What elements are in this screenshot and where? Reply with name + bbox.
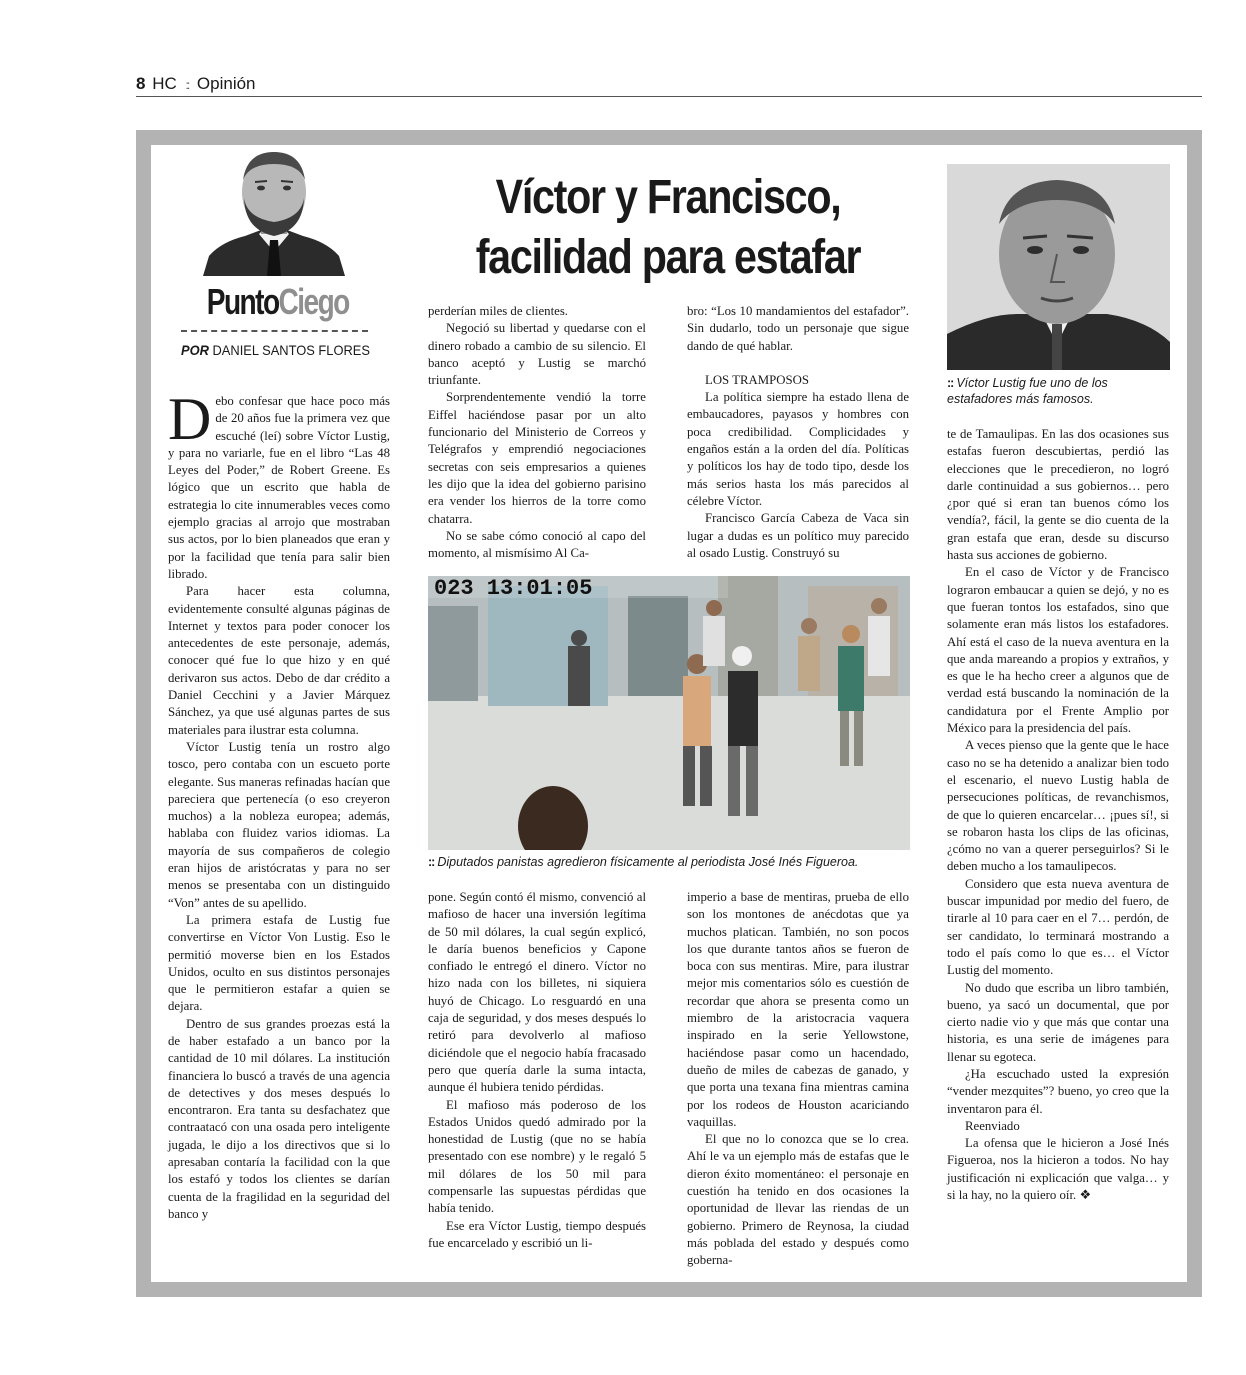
headline xyxy=(418,168,918,288)
paragraph: La política siempre ha estado llena de embaucadores, payasos y hombres con poca credibilidad. Complicidades y engaños están a la orden del día. Políticas y políticos los hay de todo tipo, desde los más serios hasta los más parecidos al célebre Víctor. xyxy=(687,390,909,508)
main-photo-caption xyxy=(428,854,910,870)
paragraph: te de Tamaulipas. En las dos ocasiones sus estafas fueron descubiertas, perdió las elecciones que le precedieron, no logró darle continuidad a sus gobiernos… pero ¿por qué si eran tan buenos cómo los vendía?, fácil, la gente se dio cuenta de la gran estafa que eran, desde su discurso hasta sus acciones de gobierno. xyxy=(947,427,1169,563)
paragraph: Sorprendentemente vendió la torre Eiffel haciéndose pasar por un alto funcionario del Ministerio de Correos y Telégrafos y emprendió negociaciones secretas con seis empresarios a quienes les dijo que la idea del gobierno parisino era vender los hierros de la torre como chatarra. xyxy=(428,390,646,526)
paragraph: Para hacer esta columna, evidentemente consulté algunas páginas de Internet y textos para poder conocer los antecedentes de este personaje, además, conocer qué fue lo que hizo y en qué derivaron sus actos. Debo de dar crédito a Daniel Cecchini y a Javier Márquez Sánchez, ya que usé algunas partes de sus materiales para ilustrar esta columna. xyxy=(168,584,390,737)
section-subhead: LOS TRAMPOSOS xyxy=(705,372,809,387)
article-column-3-bottom xyxy=(687,889,909,1270)
timestamp-overlay: 023 13:01:05 xyxy=(434,576,593,601)
paragraph: A veces pienso que la gente que le hace caso no se ha detenido a analizar bien todo el escenario, el nuevo Lustig habla de persecuciones políticas, de revanchismos, de que lo quieren encarcelar… ¡pues sí!, si se robaron hasta los clips de las oficinas, ¿cómo no van a querer perseguirlos? Si le deben mucho a los tamaulipecos. xyxy=(947,738,1169,874)
paragraph: Negoció su libertad y quedarse con el dinero robado a cambio de su silencio. El banco aceptó y Lustig se marchó triunfante. xyxy=(428,321,646,388)
paragraph: Ese era Víctor Lustig, tiempo después fue encarcelado y escribió un li- xyxy=(428,1218,646,1250)
caption-marker: :: xyxy=(428,855,435,869)
publication-name: HC xyxy=(152,74,177,93)
paragraph: No dudo que escriba un libro también, bueno, ya sacó un documental, que por cierto nadie vio y que más que contar una historia, es una serie de imágenes para llenar su egoteca. xyxy=(947,980,1169,1064)
paragraph: bro: “Los 10 mandamientos del estafador”. Sin dudarlo, todo un personaje que sigue dando de qué hablar. xyxy=(687,304,909,353)
paragraph-text: La ofensa que le hicieron a José Inés Figueroa, nos la hicieron a todos. No hay justificación ni explicación que valga… y si la hay, no la quiero oír. xyxy=(947,1136,1169,1203)
paragraph: Francisco García Cabeza de Vaca sin lugar a dudas es un político muy parecido al osado Lustig. Construyó su xyxy=(687,511,909,560)
header-separator: :: xyxy=(185,78,189,92)
caption-text: Diputados panistas agredieron físicamente al periodista José Inés Figueroa. xyxy=(437,855,859,869)
paragraph-text: ebo confesar que hace poco más de 20 años fue la primera vez que escuché (leí) sobre Víctor Lustig, y para no variarle, fue en el libro “Las 48 Leyes del Poder,” de Robert Greene. Es lógico que un escrito que habla de estrategia lo cite innumerables veces como ejemplo gracias al arrojo que mostraban sus actos, por lo bien planeados que eran y por la facilidad que tenía para salir bien librado. xyxy=(168,394,390,581)
paragraph: El que no lo conozca que se lo crea. Ahí le va un ejemplo más de estafas que le dieron éxito momentáneo: el personaje en cuestión ha tenido en dos ocasiones la oportunidad de llevar las riendas de un gobierno. Primero de Reynosa, la ciudad más poblada del estado y después como goberna- xyxy=(687,1132,909,1268)
columnist-portrait xyxy=(203,148,345,276)
byline-prefix: POR xyxy=(181,342,209,358)
paragraph: Dentro de sus grandes proezas está la de haber estafado a un banco por la cantidad de 10 mil dólares. La institución financiera lo buscó a través de una agencia de detectives y dos meses después lo encontraron. Era tanta su desfachatez que contraatacó con una osada pero inteligente jugada, le dijo a los directivos que si lo apresaban contaría la facilidad con la que los estafó y todos los clientes se darían cuenta de la fragilidad en la seguridad del banco y xyxy=(168,1016,390,1221)
article-column-4 xyxy=(947,426,1169,1204)
page-number: 8 xyxy=(136,74,146,93)
paragraph: Considero que esta nueva aventura de buscar impunidad por medio del fuero, de tirarle al 10 para caer en el 7… perdón, de ser candidato, lo terminará mostrando a todo el país como lo que es… el Víctor Lustig del momento. xyxy=(947,876,1169,978)
section-name: Opinión xyxy=(196,74,256,93)
caption-marker: :: xyxy=(947,376,954,390)
end-mark-icon: ❖ xyxy=(1079,1188,1091,1203)
main-photo xyxy=(428,576,910,850)
article-column-2-bottom xyxy=(428,889,646,1252)
brand-divider xyxy=(181,330,368,332)
paragraph: pone. Según contó él mismo, convenció al mafioso de hacer una inversión legítima de 50 mil dólares, la cual según explicó, le daría buenos beneficios y Capone confiado le entregó el dinero. Víctor no hizo nada con los billetes, ni siquiera huyó de Chicago. Lo resguardó en una caja de seguridad, y dos meses después lo retiró para devolverlo al mafioso diciéndole que el negocio había fracasado pero que quería darle la suma intacta, aunque él hubiera tenido pérdidas. xyxy=(428,890,646,1095)
headline-line-2: facilidad para estafar xyxy=(475,231,861,284)
paragraph: El mafioso más poderoso de los Estados Unidos quedó admirado por la honestidad de Lustig (que no se había presentado con ese nombre) y le regaló 5 mil dólares de los 50 mil para compensarle las supuestas pérdidas que había tenido. xyxy=(428,1097,646,1216)
paragraph: No se sabe cómo conoció al capo del momento, al mismísimo Al Ca- xyxy=(428,528,646,561)
paragraph: ¿Ha escuchado usted la expresión “vender mezquites”? bueno, yo creo que la inventaron para él. xyxy=(947,1066,1169,1116)
drop-cap: D xyxy=(168,386,212,452)
brand-word-punto: Punto xyxy=(206,281,279,322)
lustig-photo-caption xyxy=(947,375,1172,407)
paragraph xyxy=(947,1135,1169,1204)
paragraph xyxy=(168,386,390,583)
paragraph: En el caso de Víctor y de Francisco lograron embaucar a quien se dejó, y no es que fueran tontos los estafados, sino que solamente eran más listos los estafadores. Ahí está el caso de la nueva aventura en la que anda mareando a propios y extraños, y es que le ha hecho creer a algunos que de verdad está buscando la nominación de la candidatura por el Frente Amplio por México para la presidencia del país. xyxy=(947,565,1169,736)
brand-word-ciego: Ciego xyxy=(278,281,349,322)
paragraph: La primera estafa de Lustig fue convertirse en Víctor Von Lustig. Eso le permitió moverse bien en los Estados Unidos, oculto en sus distintos personajes que le permitieron estafar a quien se dejara. xyxy=(168,912,390,1014)
article-column-3-top xyxy=(687,303,909,562)
paragraph: imperio a base de mentiras, prueba de ello son los montones de anécdotas que ya muchos platican. También, no son pocos los que durante tantos años se fueron de boca con sus mentiras. Mire, para ilustrar mejor mis comentarios sólo es cuestión de recordar que ahora se presenta como un miembro de la aristocracia vaquera inspirado en la serie Yellowstone, haciéndose pasar como un hacendado, dueño de miles de cabezas de ganado, y que porta una texana fina mientras camina por los rodeos de Houston acariciando vaquillas. xyxy=(687,890,909,1129)
author-name: DANIEL SANTOS FLORES xyxy=(212,342,370,358)
page-header xyxy=(136,74,1202,97)
article-column-2-top xyxy=(428,303,646,562)
paragraph: Reenviado xyxy=(965,1118,1020,1133)
byline xyxy=(181,341,370,359)
column-brand-logo xyxy=(207,280,347,324)
caption-text: Víctor Lustig fue uno de los estafadores más famosos. xyxy=(947,376,1108,406)
headline-line-1: Víctor y Francisco, xyxy=(495,171,841,224)
paragraph: Víctor Lustig tenía un rostro algo tosco, pero contaba con un escueto porte elegante. Sus maneras refinadas hacían que pareciera que pertenecía (o eso creyeron muchos) a la nobleza europea; además, hablaba con fluidez varios idiomas. La mayoría de sus compañeros de colegio eran hijos de aristócratas y para no ser menos se presentaba con un distinguido “Von” antes de su apellido. xyxy=(168,739,390,910)
lustig-photo xyxy=(947,164,1170,370)
article-column-1 xyxy=(168,386,390,1223)
paragraph: perderían miles de clientes. xyxy=(428,304,568,318)
